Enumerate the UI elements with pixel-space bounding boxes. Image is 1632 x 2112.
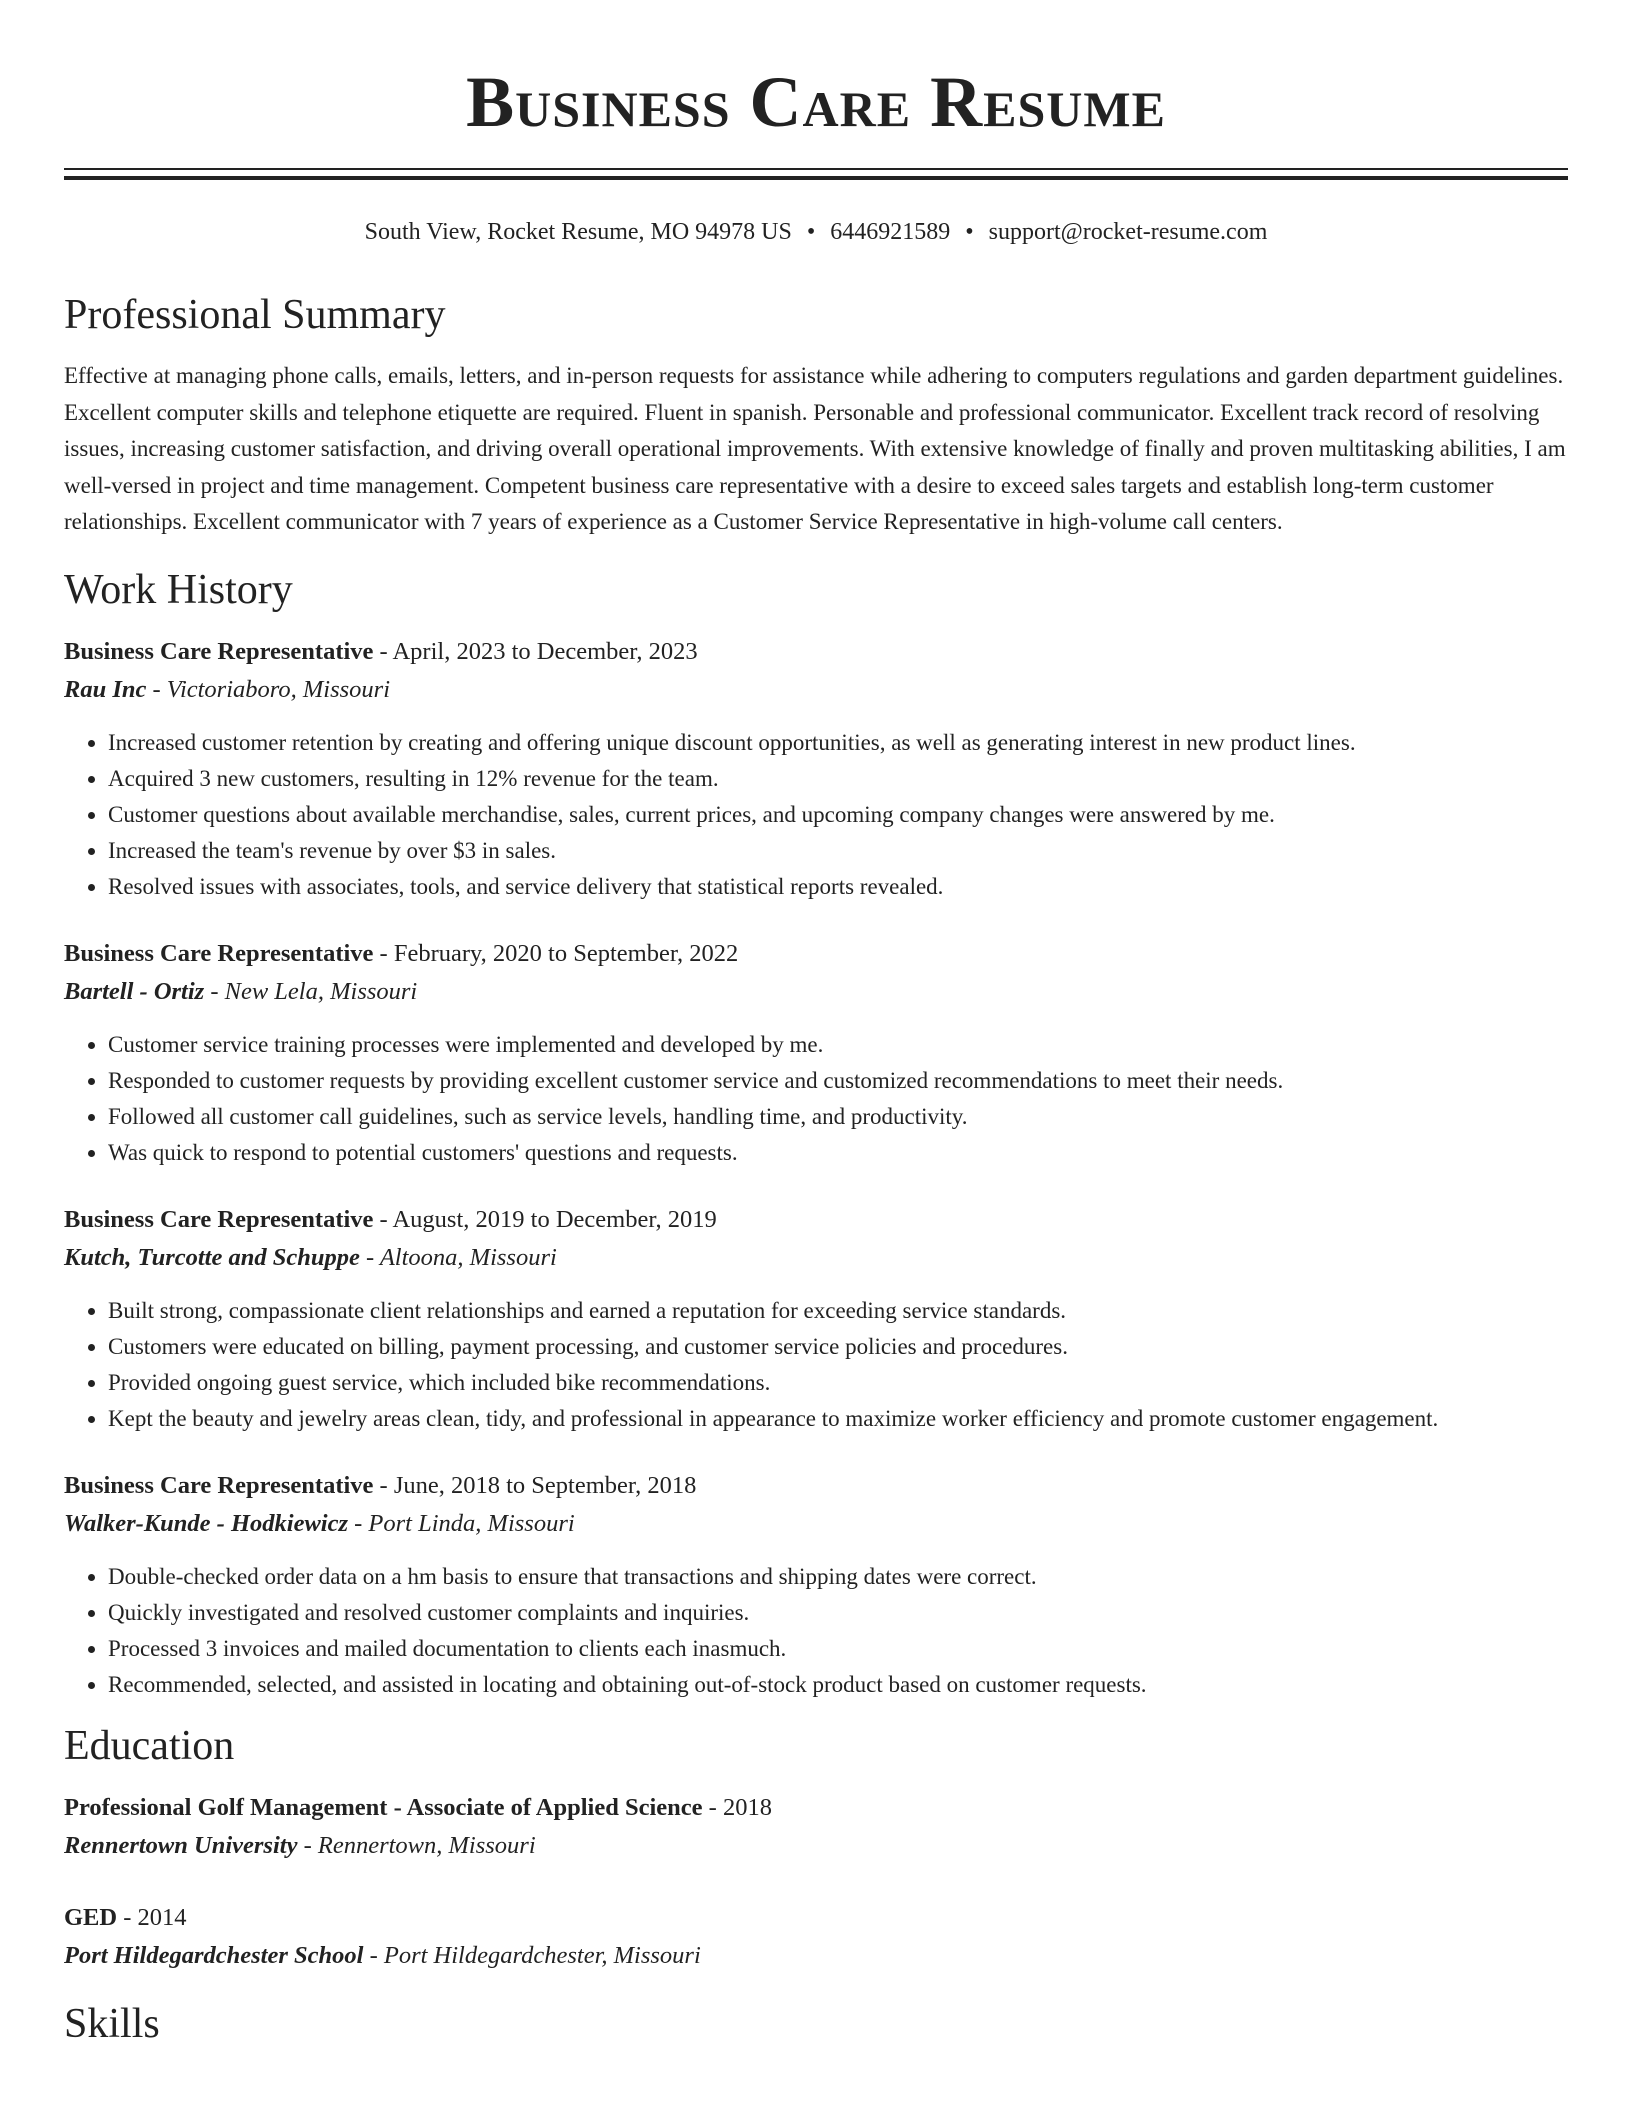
education-school: Rennertown University xyxy=(64,1831,298,1859)
work-history-heading: Work History xyxy=(64,566,293,613)
job-location: - Altoona, Missouri xyxy=(359,1243,557,1271)
job-bullet: • Increased customer retention by creating and offering unique discount opportunities, as well as generating interest in new product lines. xyxy=(108,725,1568,761)
job-dates: - August, 2019 to December, 2019 xyxy=(373,1205,717,1233)
job-role: Business Care Representative xyxy=(64,637,374,665)
job-header xyxy=(64,935,1568,973)
job-bullet: • Quickly investigated and resolved customer complaints and inquiries. xyxy=(108,1595,1568,1631)
contact-address: South View, Rocket Resume, MO 94978 US xyxy=(364,219,792,245)
education-school: Port Hildegardchester School xyxy=(64,1941,364,1969)
job-dates: - June, 2018 to September, 2018 xyxy=(373,1471,697,1499)
job-bullet: • Processed 3 invoices and mailed documentation to clients each inasmuch. xyxy=(108,1631,1568,1667)
summary-heading: Professional Summary xyxy=(64,292,446,338)
job-company-line xyxy=(64,1239,1568,1277)
job-company-line xyxy=(64,671,1568,709)
job-bullets xyxy=(64,1559,1568,1703)
resume-title: Business Care Resume xyxy=(466,62,1166,142)
education-entry xyxy=(64,1899,1568,1975)
job-company: Walker-Kunde - Hodkiewicz xyxy=(64,1509,349,1537)
education-header xyxy=(64,1899,1568,1937)
job-bullet: • Increased the team's revenue by over $3 in sales. xyxy=(108,833,1568,869)
education-degree: GED xyxy=(64,1903,118,1931)
job-bullet: • Double-checked order data on a hm basis to ensure that transactions and shipping dates were correct. xyxy=(108,1559,1568,1595)
skills-heading: Skills xyxy=(64,2000,160,2047)
job-bullets xyxy=(64,1027,1568,1171)
job-bullet: • Kept the beauty and jewelry areas clean, tidy, and professional in appearance to maximize worker efficiency and promote customer engagement. xyxy=(108,1401,1568,1437)
education-year: - 2014 xyxy=(117,1903,187,1931)
job-role: Business Care Representative xyxy=(64,1471,374,1499)
resume-content xyxy=(64,288,1568,2067)
job-company-line xyxy=(64,973,1568,1011)
job-bullets xyxy=(64,1293,1568,1437)
job-bullet: • Customers were educated on billing, payment processing, and customer service policies and procedures. xyxy=(108,1329,1568,1365)
contact-line xyxy=(0,215,1632,249)
job-role: Business Care Representative xyxy=(64,939,374,967)
job-header xyxy=(64,633,1568,671)
contact-separator: • xyxy=(806,219,816,245)
job-entry xyxy=(64,1201,1568,1437)
job-entry xyxy=(64,1467,1568,1703)
education-header xyxy=(64,1789,1568,1827)
education-location: - Port Hildegardchester, Missouri xyxy=(363,1941,701,1969)
job-bullet: • Provided ongoing guest service, which included bike recommendations. xyxy=(108,1365,1568,1401)
education-year: - 2018 xyxy=(702,1793,772,1821)
education-school-line xyxy=(64,1827,1568,1865)
job-bullet: • Recommended, selected, and assisted in locating and obtaining out-of-stock product based on customer requests. xyxy=(108,1667,1568,1703)
job-header xyxy=(64,1467,1568,1505)
job-bullet: • Customer service training processes were implemented and developed by me. xyxy=(108,1027,1568,1063)
job-bullet: • Followed all customer call guidelines, such as service levels, handling time, and productivity. xyxy=(108,1099,1568,1135)
job-bullet: • Acquired 3 new customers, resulting in 12% revenue for the team. xyxy=(108,761,1568,797)
job-entry xyxy=(64,935,1568,1171)
education-heading: Education xyxy=(64,1722,235,1769)
contact-separator: • xyxy=(965,219,974,245)
education-school-line xyxy=(64,1937,1568,1975)
job-bullet: • Responded to customer requests by providing excellent customer service and customized recommendations to meet their needs. xyxy=(108,1063,1568,1099)
education-location: - Rennertown, Missouri xyxy=(297,1831,536,1859)
contact-phone: 6446921589 xyxy=(830,219,951,245)
job-role: Business Care Representative xyxy=(64,1205,374,1233)
job-location: - Port Linda, Missouri xyxy=(348,1509,575,1537)
job-entry xyxy=(64,633,1568,905)
title-divider-thick xyxy=(64,176,1568,180)
title-divider-thin xyxy=(64,168,1568,170)
job-dates: - February, 2020 to September, 2022 xyxy=(373,939,739,967)
job-company-line xyxy=(64,1505,1568,1543)
job-bullets xyxy=(64,725,1568,905)
job-company: Bartell - Ortiz xyxy=(64,977,205,1005)
job-bullet: • Built strong, compassionate client relationships and earned a reputation for exceeding service standards. xyxy=(108,1293,1568,1329)
job-location: - New Lela, Missouri xyxy=(204,977,418,1005)
job-company: Kutch, Turcotte and Schuppe xyxy=(64,1243,360,1271)
job-bullet: • Resolved issues with associates, tools, and service delivery that statistical reports revealed. xyxy=(108,869,1568,905)
job-header xyxy=(64,1201,1568,1239)
summary-text: Effective at managing phone calls, emails, letters, and in-person requests for assistance while adhering to computers regulations and garden department guidelines. Excellent computer skills and telephone etiquette are required. Fluent in spanish. Personable and professional communicator. Excellent track record of resolving issues, increasing customer satisfaction, and driving overall operational improvements. With extensive knowledge of finally and proven multitasking abilities, I am well-versed in project and time management. Competent business care representative with a desire to exceed sales targets and establish long-term customer relationships. Excellent communicator with 7 years of experience as a Customer Service Representative in high-volume call centers. xyxy=(64,363,1566,534)
education-degree: Professional Golf Management - Associate of Applied Science xyxy=(64,1793,703,1821)
job-dates: - April, 2023 to December, 2023 xyxy=(373,637,698,665)
job-bullet: • Was quick to respond to potential customers' questions and requests. xyxy=(108,1135,1568,1171)
job-bullet: • Customer questions about available merchandise, sales, current prices, and upcoming company changes were answered by me. xyxy=(108,797,1568,833)
education-entry xyxy=(64,1789,1568,1865)
contact-email: support@rocket-resume.com xyxy=(988,219,1268,245)
job-location: - Victoriaboro, Missouri xyxy=(146,675,391,703)
job-company: Rau Inc xyxy=(64,675,147,703)
